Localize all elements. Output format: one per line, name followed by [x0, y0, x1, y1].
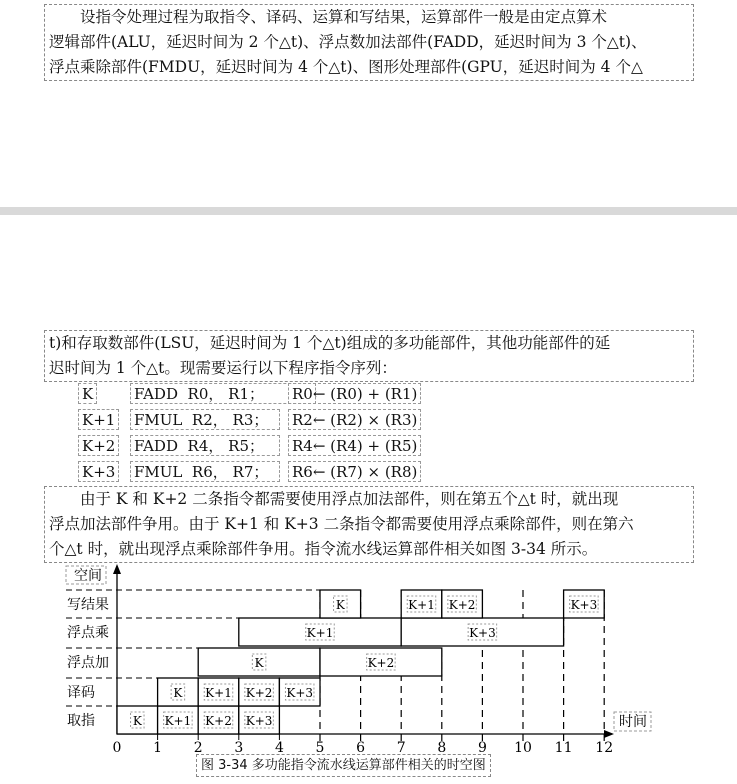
figure-caption: 图 3-34 多功能指令流水线运算部件相关的时空图 — [196, 754, 491, 777]
text-line: t)和存取数部件(LSU，延迟时间为 1 个△t)组成的多功能部件，其他功能部件的延 — [49, 334, 611, 352]
x-tick-label: 8 — [437, 740, 447, 754]
x-tick-label: 12 — [595, 740, 614, 754]
text-line: 个△t 时，就出现浮点乘除部件争用。指令流水线运算部件相关如图 3-34 所示。 — [49, 540, 598, 558]
task-label: K+3 — [570, 598, 598, 612]
x-tick-label: 4 — [274, 740, 284, 754]
text-line: 设指令处理过程为取指令、译码、运算和写结果，运算部件一般是由定点算术 — [80, 8, 608, 26]
row-label: 译码 — [67, 685, 95, 701]
paragraph-mid — [44, 330, 694, 382]
instruction-label: K — [78, 383, 97, 404]
instruction-effect: R0← (R0) + (R1) — [288, 383, 421, 404]
y-axis-label: 空间 — [74, 568, 102, 584]
instruction-effect: R2← (R2) × (R3) — [288, 409, 421, 430]
task-label: K+1 — [408, 598, 435, 612]
x-tick-label: 10 — [514, 740, 532, 754]
instruction-op: FADD R0， R1； — [130, 383, 316, 404]
x-tick-label: 1 — [153, 740, 163, 754]
x-tick-label: 2 — [193, 740, 203, 754]
x-tick-label: 11 — [554, 740, 573, 754]
x-tick-label: 3 — [234, 740, 244, 754]
text-line: 逻辑部件(ALU，延迟时间为 2 个△t)、浮点数加法部件(FADD，延迟时间为 3 个△t)、 — [49, 33, 647, 51]
x-tick-label: 7 — [396, 740, 406, 754]
x-tick-label: 5 — [315, 740, 325, 754]
text-line: 迟时间为 1 个△t。现需要运行以下程序指令序列： — [49, 359, 397, 377]
row-label: 取指 — [67, 713, 95, 729]
instruction-label: K+3 — [78, 461, 119, 482]
task-label: K+1 — [306, 626, 334, 640]
x-axis-arrow — [604, 730, 614, 738]
instruction-effect: R4← (R4) + (R5) — [288, 435, 421, 456]
x-tick-label: 6 — [356, 740, 366, 754]
x-tick-label: 9 — [477, 740, 487, 754]
text-line: 浮点加法部件争用。由于 K+1 和 K+3 二条指令都需要使用浮点乘除部件，则在第六 — [49, 515, 634, 533]
row-label: 浮点加 — [67, 655, 109, 671]
task-label: K+2 — [205, 714, 232, 728]
task-label: K+3 — [245, 714, 273, 728]
task-label: K — [173, 686, 183, 700]
y-axis-arrow — [113, 564, 121, 574]
instruction-label: K+1 — [78, 409, 119, 430]
instruction-op: FMUL R2， R3； — [130, 409, 280, 430]
task-label: K+1 — [164, 714, 192, 728]
instruction-op: FADD R4， R5； — [130, 435, 280, 456]
task-label: K+3 — [469, 626, 496, 640]
task-label: K — [335, 598, 345, 612]
instruction-effect: R6← (R7) × (R8) — [288, 461, 421, 482]
x-axis-label: 时间 — [619, 714, 647, 730]
page-separator — [0, 207, 737, 215]
task-label: K+2 — [448, 598, 476, 612]
task-label: K+3 — [286, 686, 314, 700]
instruction-op: FMUL R6， R7； — [130, 461, 280, 482]
instruction-label: K+2 — [78, 435, 119, 456]
x-tick-label: 0 — [112, 740, 122, 754]
paragraph-bottom — [44, 486, 694, 563]
text-line: 由于 K 和 K+2 二条指令都需要使用浮点加法部件，则在第五个△t 时，就出现 — [80, 490, 619, 508]
paragraph-top — [44, 4, 694, 81]
task-label: K+2 — [367, 656, 395, 670]
task-label: K+2 — [245, 686, 273, 700]
task-label: K+1 — [205, 686, 232, 700]
space-time-diagram — [0, 560, 737, 754]
task-label: K — [132, 714, 142, 728]
row-label: 写结果 — [67, 597, 109, 613]
text-line: 浮点乘除部件(FMDU，延迟时间为 4 个△t)、图形处理部件(GPU，延迟时间为 4 个△ — [49, 58, 643, 76]
task-label: K — [254, 656, 264, 670]
row-label: 浮点乘 — [67, 625, 109, 641]
